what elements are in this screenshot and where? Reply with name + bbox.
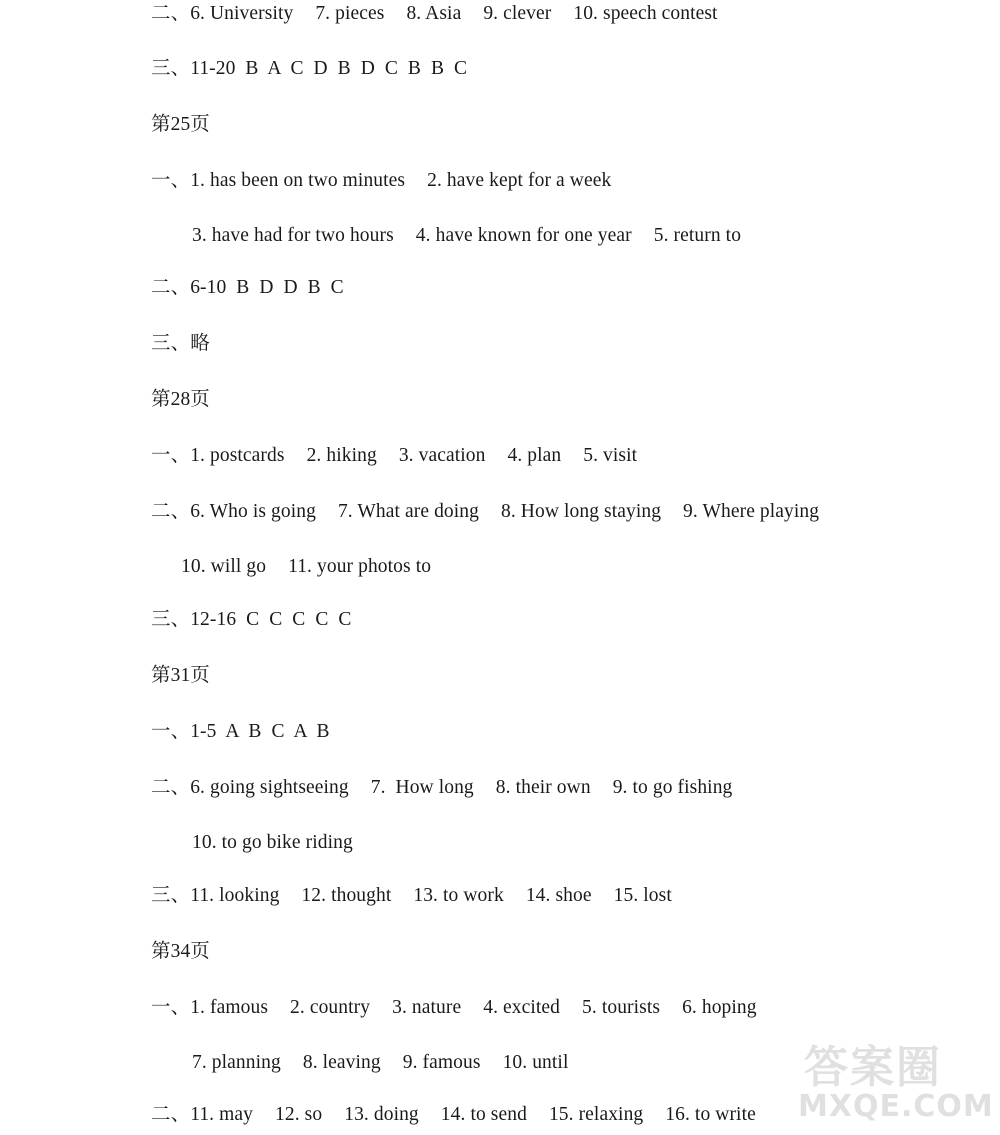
answer-item: 略 — [190, 333, 210, 354]
answer-item: 9. clever — [483, 3, 552, 24]
watermark-domain-text: MXQE.COM — [798, 1089, 994, 1124]
answer-item: 9. to go fishing — [612, 777, 733, 798]
answer-line — [151, 169, 611, 193]
answer-line — [151, 996, 757, 1020]
section-marker: 一、 — [151, 721, 191, 742]
answer-item: 12-16 C C C C C — [190, 609, 352, 630]
answer-item: 11-20 B A C D B D C B B C — [190, 58, 468, 79]
answer-line — [151, 444, 637, 468]
answer-item: 2. country — [290, 997, 371, 1018]
answer-item: 8. their own — [495, 777, 591, 798]
page-heading: 第25页 — [151, 114, 210, 135]
answer-item: 3. vacation — [398, 445, 486, 466]
answer-line — [151, 332, 210, 356]
answer-item: 7. planning — [192, 1052, 281, 1073]
answer-item: 3. have had for two hours — [192, 225, 394, 246]
answer-item: 10. speech contest — [573, 3, 718, 24]
answer-item: 16. to write — [665, 1104, 756, 1125]
answer-item: 6. Who is going — [190, 501, 316, 522]
answer-item: 5. visit — [583, 445, 638, 466]
answer-item: 8. How long staying — [500, 501, 662, 522]
answer-line — [151, 500, 819, 524]
answer-item: 13. doing — [344, 1104, 419, 1125]
section-marker: 一、 — [151, 445, 191, 466]
answer-item: 14. shoe — [525, 885, 592, 906]
page-heading: 第31页 — [151, 665, 210, 686]
section-marker: 三、 — [151, 885, 191, 906]
answer-item: 15. relaxing — [548, 1104, 644, 1125]
answer-item: 6. University — [190, 3, 294, 24]
section-marker: 三、 — [151, 609, 191, 630]
answer-item: 9. famous — [402, 1052, 481, 1073]
section-marker: 二、 — [151, 3, 191, 24]
answer-item: 2. hiking — [306, 445, 377, 466]
section-marker: 一、 — [151, 170, 191, 191]
answer-item: 15. lost — [613, 885, 672, 906]
answer-item: 8. leaving — [302, 1052, 381, 1073]
answer-item: 3. nature — [392, 997, 462, 1018]
answer-item: 7. pieces — [315, 3, 385, 24]
answer-item: 7. How long — [370, 777, 474, 798]
answer-line — [192, 1051, 568, 1075]
section-marker: 一、 — [151, 997, 191, 1018]
answer-line — [151, 276, 344, 300]
answer-item: 6. hoping — [682, 997, 757, 1018]
answer-item: 12. thought — [301, 885, 392, 906]
answer-item: 6. going sightseeing — [190, 777, 349, 798]
watermark-logo-text: 答案圈 — [804, 1042, 942, 1093]
answer-item: 5. tourists — [582, 997, 661, 1018]
site-watermark — [796, 1031, 994, 1131]
answer-item: 4. plan — [507, 445, 562, 466]
section-marker: 三、 — [151, 333, 191, 354]
section-marker: 二、 — [151, 501, 191, 522]
answer-item: 6-10 B D D B C — [190, 277, 344, 298]
answer-item: 5. return to — [653, 225, 742, 246]
answer-line — [192, 831, 353, 855]
answer-line — [151, 776, 732, 800]
answer-item: 1-5 A B C A B — [190, 721, 330, 742]
answer-item: 4. excited — [483, 997, 561, 1018]
answer-item: 11. your photos to — [288, 556, 432, 577]
answer-item: 9. Where playing — [683, 501, 820, 522]
answer-item: 2. have kept for a week — [427, 170, 612, 191]
answer-item: 12. so — [275, 1104, 323, 1125]
section-marker: 二、 — [151, 277, 191, 298]
answer-line — [151, 1103, 756, 1127]
answer-item: 7. What are doing — [337, 501, 479, 522]
answer-item: 10. until — [502, 1052, 569, 1073]
answer-item: 14. to send — [440, 1104, 527, 1125]
page-heading: 第34页 — [151, 941, 210, 962]
answer-line — [181, 555, 431, 579]
answer-item: 1. postcards — [190, 445, 285, 466]
answer-item: 11. may — [190, 1104, 254, 1125]
answer-item: 11. looking — [190, 885, 280, 906]
answer-item: 10. to go bike riding — [192, 832, 353, 853]
answer-item: 13. to work — [413, 885, 504, 906]
answer-line — [151, 720, 330, 744]
answer-line — [151, 608, 351, 632]
answer-item: 1. famous — [190, 997, 269, 1018]
answer-line — [151, 884, 672, 908]
answer-item: 10. will go — [181, 556, 267, 577]
answer-line — [192, 224, 741, 248]
answer-item: 1. has been on two minutes — [190, 170, 406, 191]
answer-line — [151, 2, 718, 26]
section-marker: 二、 — [151, 777, 191, 798]
answer-item: 4. have known for one year — [415, 225, 632, 246]
answer-line — [151, 57, 467, 81]
section-marker: 三、 — [151, 58, 191, 79]
section-marker: 二、 — [151, 1104, 191, 1125]
answer-item: 8. Asia — [406, 3, 462, 24]
page-heading: 第28页 — [151, 389, 210, 410]
